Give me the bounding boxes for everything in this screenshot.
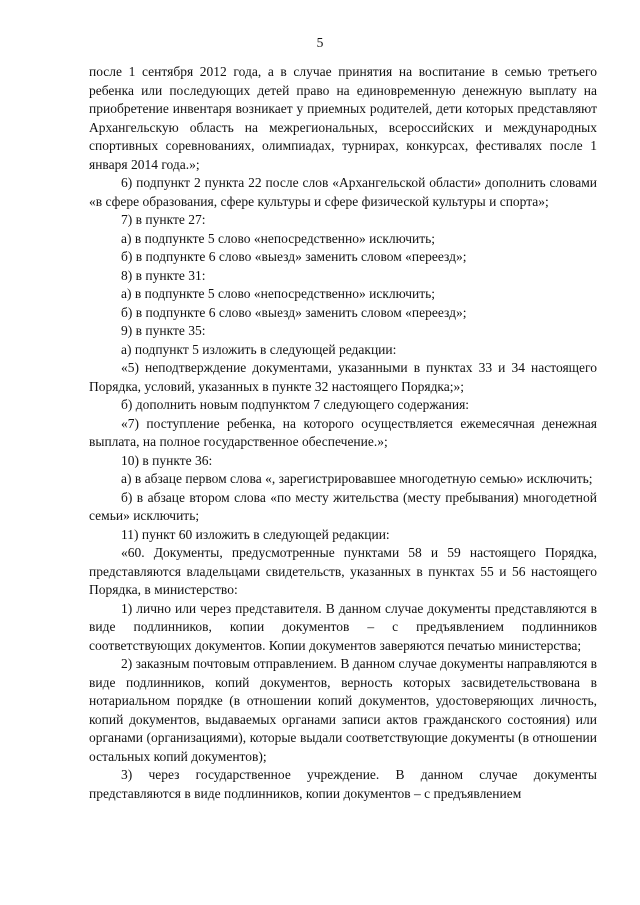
paragraph: после 1 сентября 2012 года, а в случае принятия на воспитание в семью третьего ребенка или последующих детей право на единовременную денежную выплату на приобретение инвентаря возникает у приемных родителей, дети которых представляют Архангельскую область на межрегиональных, всероссийских и международных спортивных соревнованиях, олимпиадах, турнирах, конкурсах, фестивалях после 1 января 2014 года.»;: [89, 64, 597, 172]
paragraph: 6) подпункт 2 пункта 22 после слов «Архангельской области» дополнить словами «в сфере образования, сфере культуры и сфере физической культуры и спорта»;: [89, 175, 597, 209]
paragraph: б) в подпункте 6 слово «выезд» заменить словом «переезд»;: [121, 304, 467, 320]
paragraph: а) в подпункте 5 слово «непосредственно» исключить;: [121, 286, 436, 301]
paragraph: б) в подпункте 6 слово «выезд» заменить словом «переезд»;: [121, 249, 467, 264]
paragraph: 7) в пункте 27:: [121, 212, 206, 227]
paragraph: 3) через государственное учреждение. В данном случае документы представляются в виде подлинников, копии документов – с предъявлением: [89, 767, 597, 801]
paragraph: 9) в пункте 35:: [121, 323, 206, 338]
page-number: 5: [316, 35, 324, 50]
paragraph: 8) в пункте 31:: [121, 267, 206, 283]
paragraph: а) в подпункте 5 слово «непосредственно» исключить;: [121, 230, 436, 246]
paragraph: б) дополнить новым подпунктом 7 следующего содержания:: [121, 397, 470, 412]
paragraph: «7) поступление ребенка, на которого осуществляется ежемесячная денежная выплата, на полное государственное обеспечение.»;: [89, 415, 597, 449]
paragraph: 2) заказным почтовым отправлением. В данном случае документы направляются в виде подлинников, копий документов, верность которых засвидетельствована в нотариальном порядке (в отношении копий документов, удостоверяющих личность, копий документов, выдаваемых органами записи актов гражданского состояния) или органами (организациями), которые выдали соответствующие документы (в отношении остальных копий документов);: [89, 656, 597, 764]
paragraph: а) в абзаце первом слова «, зарегистрировавшее многодетную семью» исключить;: [121, 471, 593, 486]
paragraph: 10) в пункте 36:: [121, 452, 213, 468]
paragraph: «5) неподтверждение документами, указанными в пунктах 33 и 34 настоящего Порядка, условий, указанных в пункте 32 настоящего Порядка;»;: [89, 360, 597, 394]
paragraph: а) подпункт 5 изложить в следующей редакции:: [121, 341, 397, 357]
paragraph: 11) пункт 60 изложить в следующей редакции:: [121, 526, 390, 542]
paragraph: б) в абзаце втором слова «по месту жительства (месту пребывания) многодетной семьи» исключить;: [89, 489, 597, 523]
paragraph: «60. Документы, предусмотренные пунктами 58 и 59 настоящего Порядка, представляются владельцами свидетельств, указанных в пунктах 55 и 56 настоящего Порядка, в министерство:: [89, 545, 597, 597]
paragraph: 1) лично или через представителя. В данном случае документы представляются в виде подлинников, копии документов – с предъявлением подлинников соответствующих документов. Копии документов заверяются печатью министерства;: [89, 600, 597, 653]
document-body: [89, 63, 597, 803]
